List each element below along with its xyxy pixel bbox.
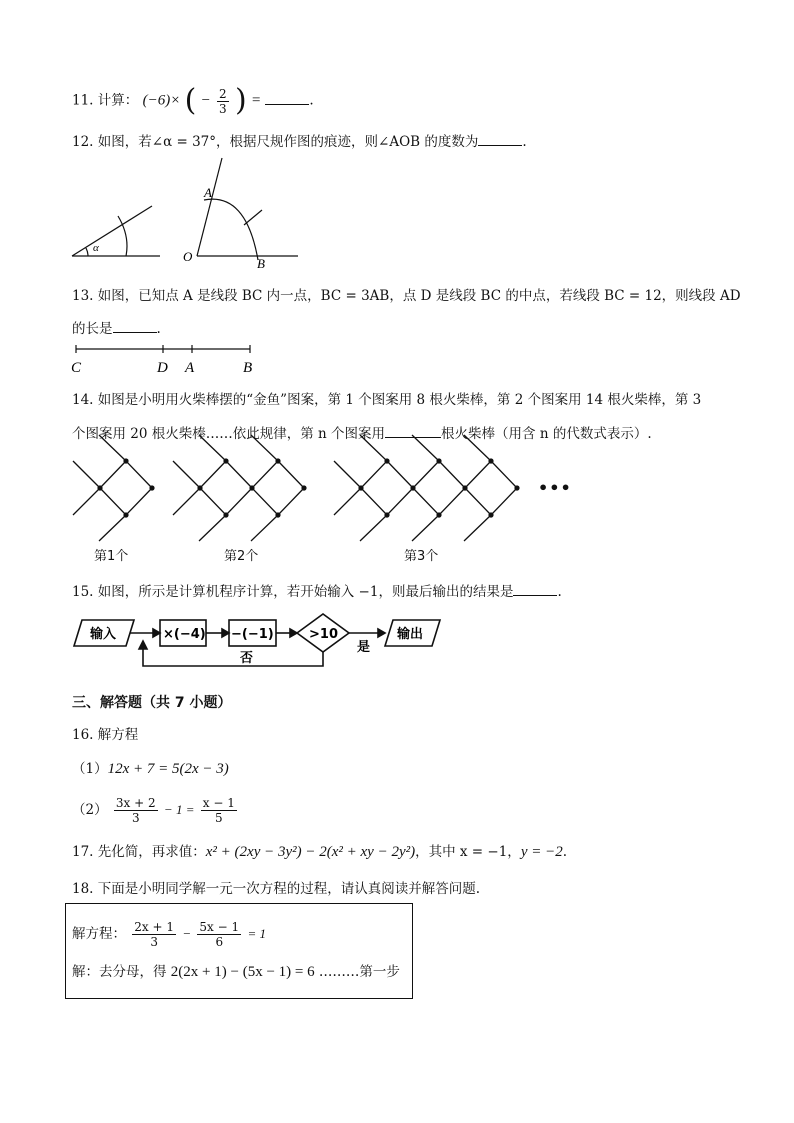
question-14-line1: 14. 如图是小明用火柴棒摆的“金鱼”图案，第 1 个图案用 8 根火柴棒，第 2 个图案用 14 根火柴棒，第 3 <box>72 392 702 408</box>
caption-1: 第1个 <box>94 549 129 564</box>
question-16-title: 16. 解方程 <box>72 727 139 743</box>
question-15: 15. 如图，所示是计算机程序计算，若开始输入 −1，则最后输出的结果是 . <box>72 581 562 601</box>
question-14-line2: 个图案用 20 根火柴棒……依此规律，第 n 个图案用 根火柴棒（用含 n 的代数式表示）. <box>72 423 652 443</box>
q11-expr: (−6)× <box>142 92 181 109</box>
no-label: 否 <box>240 651 254 666</box>
subtract-label: −(−1) <box>231 627 274 642</box>
input-label: 输入 <box>90 627 117 642</box>
condition-label: >10 <box>309 627 338 642</box>
point-d-label: D <box>157 360 168 376</box>
solution-step-1: 解：去分母，得 2(2x + 1) − (5x − 1) = 6 ………第一步 <box>72 964 400 980</box>
point-a-label: A <box>185 360 195 376</box>
question-18: 18. 下面是小明同学解一元一次方程的过程，请认真阅读并解答问题. <box>72 881 481 897</box>
solution-equation: 解方程： $\frac{2x + 1}{3}$ − $\frac{5x - 1}{6}$ = 1 <box>72 920 266 949</box>
output-label: 输出 <box>397 627 424 642</box>
q11-prefix: 11. 计算： <box>72 92 139 109</box>
left-paren: ( <box>184 83 197 118</box>
q12-text: 12. 如图，若∠α = 37°，根据尺规作图的痕迹，则∠AOB 的度数为 <box>72 134 479 150</box>
question-16-part1: （1）12x + 7 = 5(2x − 3) <box>72 761 229 777</box>
point-a-label: A <box>204 185 212 200</box>
question-13-line2: 的长是 . <box>72 318 161 338</box>
q11-sign: − <box>200 92 211 109</box>
q11-eq: = <box>251 92 262 109</box>
q12-end: . <box>522 134 527 150</box>
question-16-part2: （2） $\frac{3x + 2}{3}$ − 1 = $\frac{x - 1}{5}$ <box>72 796 235 825</box>
caption-2: 第2个 <box>224 549 259 564</box>
ellipsis-dots: ••• <box>538 478 572 497</box>
multiply-label: ×(−4) <box>163 627 206 642</box>
point-b-label: B <box>257 256 265 271</box>
yes-label: 是 <box>357 640 371 655</box>
right-paren: ) <box>234 83 247 118</box>
solution-box <box>65 903 413 999</box>
question-17: 17. 先化简，再求值：x² + (2xy − 3y²) − 2(x² + xy − 2y²)，其中 x = −1，y = −2. <box>72 844 568 860</box>
caption-3: 第3个 <box>404 549 439 564</box>
question-13-line1: 13. 如图，已知点 A 是线段 BC 内一点，BC = 3AB，点 D 是线段 BC 的中点，若线段 BC = 12，则线段 AD <box>72 288 741 304</box>
q11-end: . <box>309 92 314 109</box>
q11-fraction: $\frac{2}{3}$ <box>219 86 227 116</box>
point-o-label: O <box>183 249 193 264</box>
section-3-heading: 三、解答题（共 7 小题） <box>72 695 232 711</box>
alpha-label: α <box>93 242 99 254</box>
point-c-label: C <box>71 360 82 376</box>
point-b-label: B <box>243 360 253 376</box>
